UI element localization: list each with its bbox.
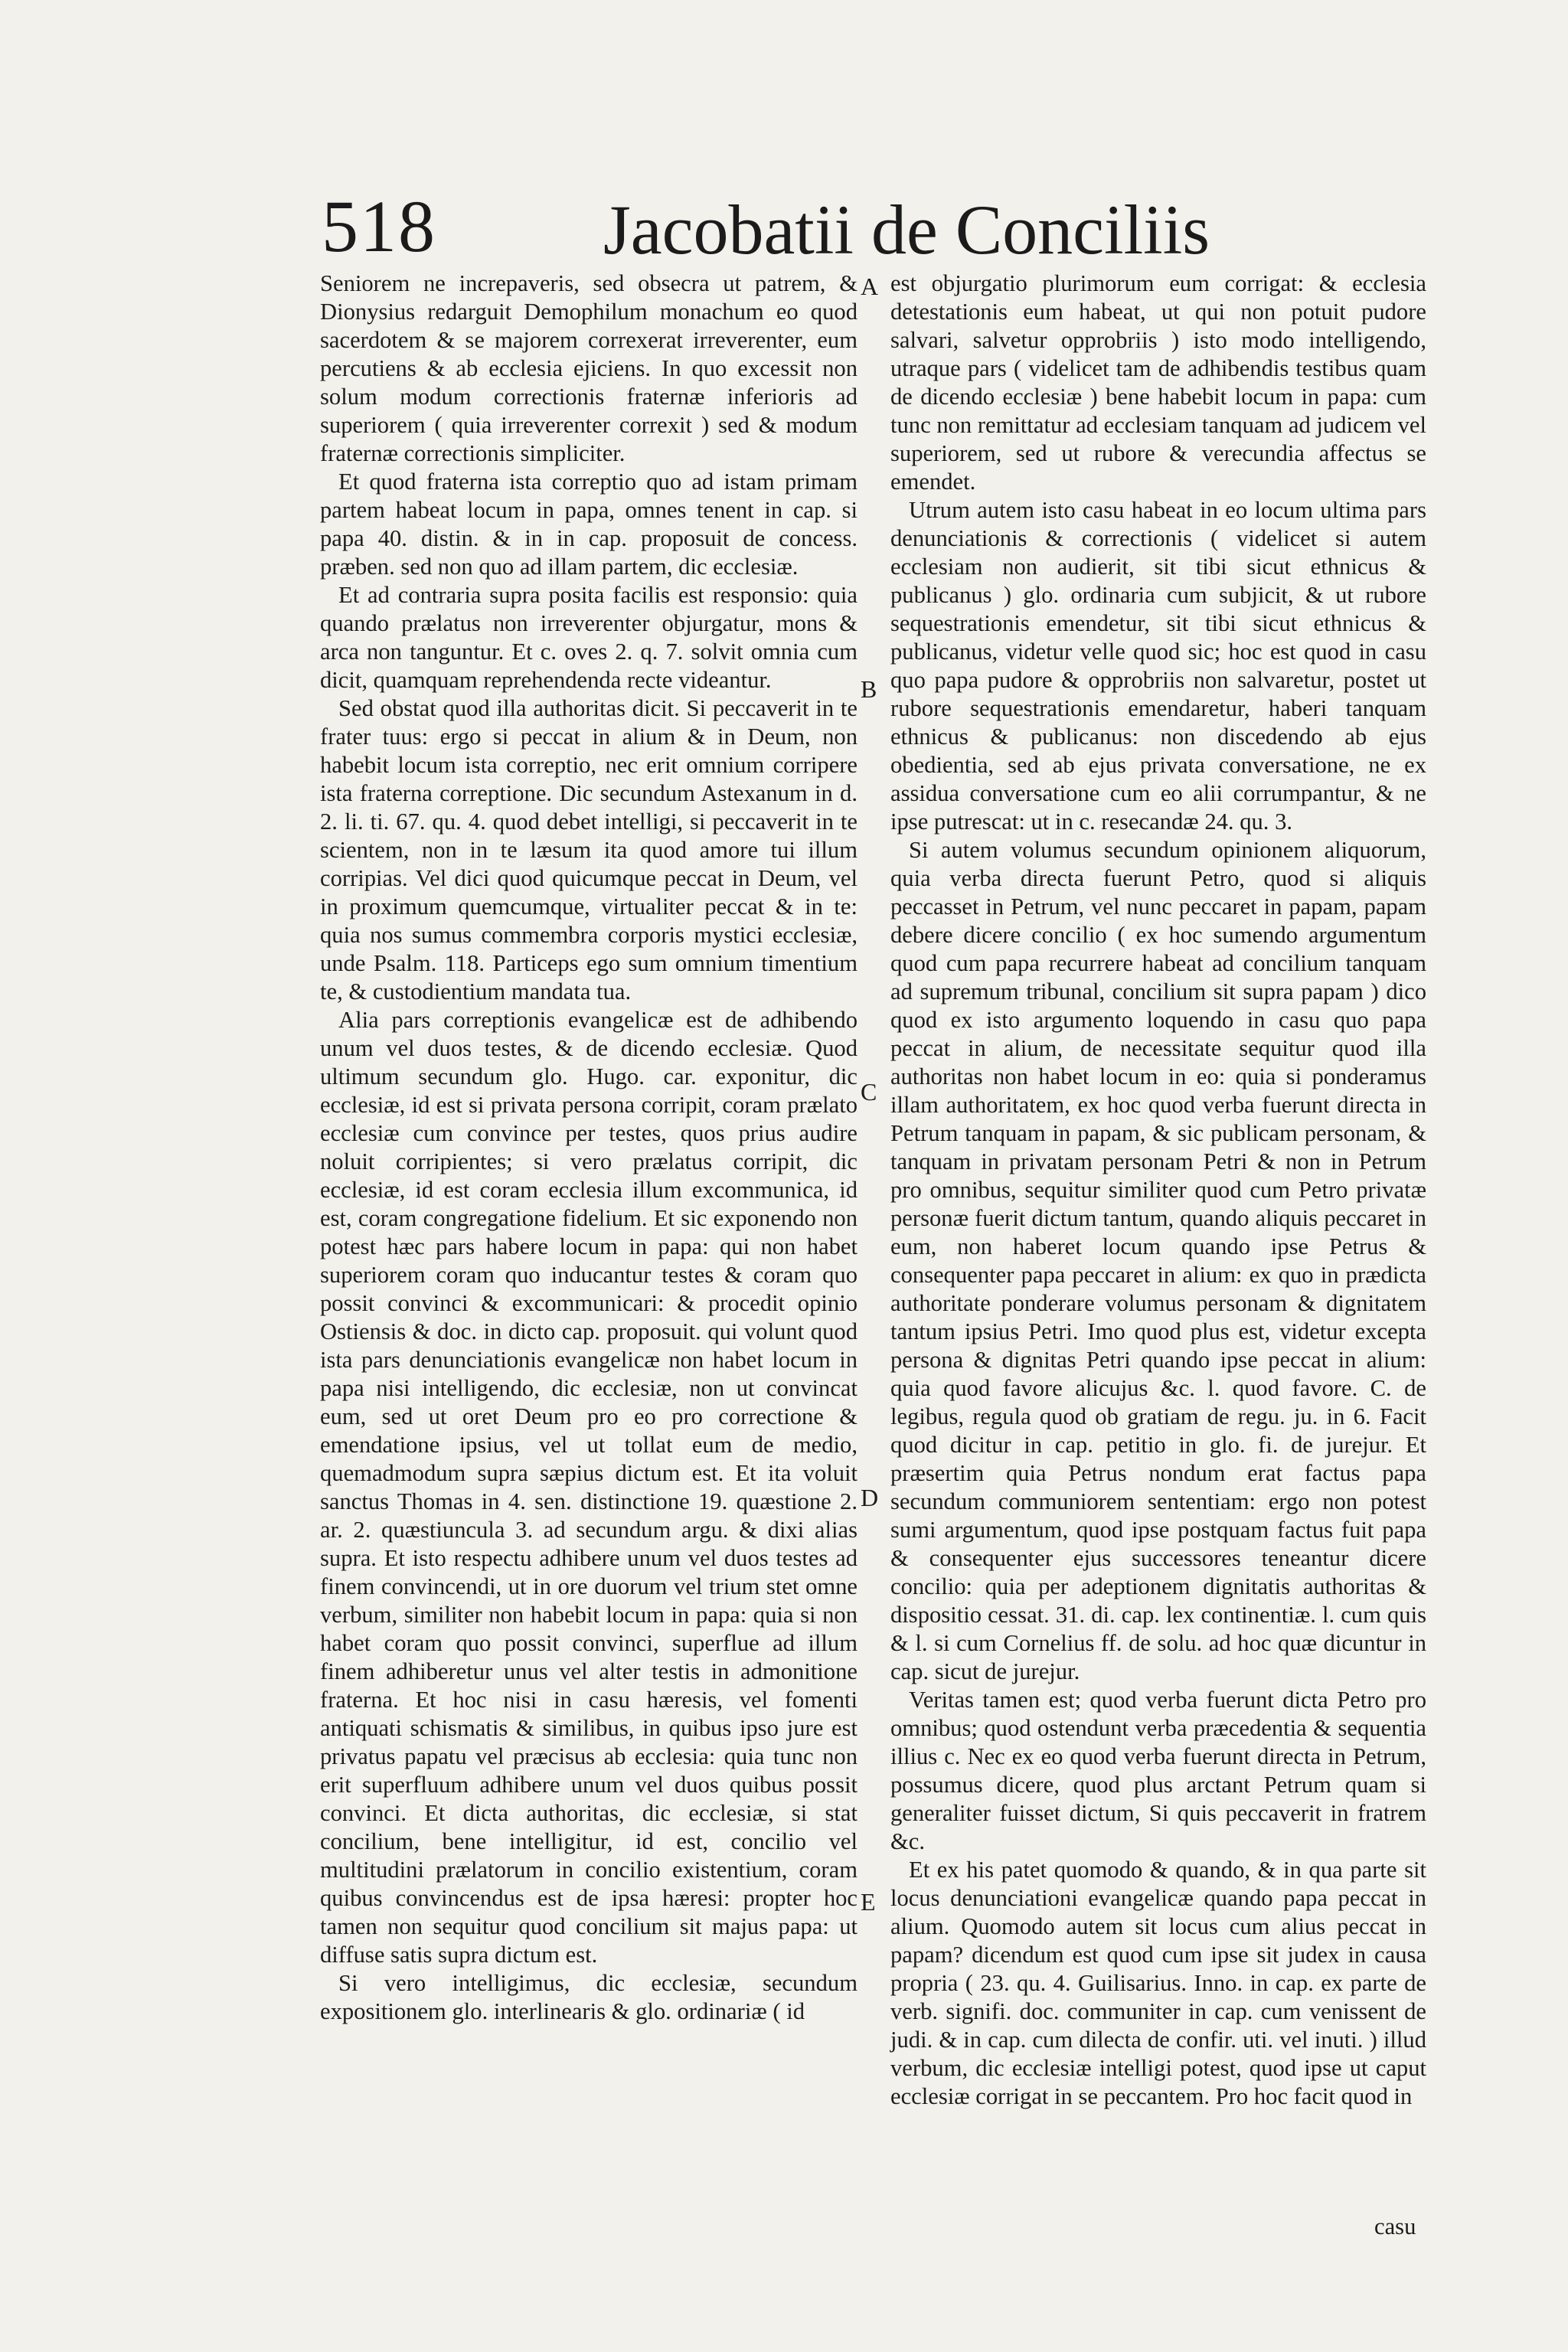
- paragraph: Si vero intelligimus, dic ecclesiæ, secundum expositionem glo. interlinearis & glo. ordinariæ ( id: [320, 1970, 858, 2024]
- margin-letter-c: C: [861, 1078, 877, 1106]
- margin-letter-b: B: [861, 675, 877, 703]
- paragraph: Alia pars correptionis evangelicæ est de adhibendo unum vel duos testes, & de dicendo ecclesiæ. Quod ultimum secundum glo. Hugo. car. exponitur, dic ecclesiæ, id est si privata persona corripit, coram prælato ecclesiæ cum convince per testes, quos prius audire noluit corripientes; si vero prælatus corripit, dic ecclesiæ, id est coram ecclesia illum excommunica, id est, coram congregatione fidelium. Et sic exponendo non potest hæc pars habere locum in papa: qui non habet superiorem coram quo inducantur testes & coram quo possit convinci & excommunicari: & procedit opinio Ostiensis & doc. in dicto cap. proposuit. qui volunt quod ista pars denunciationis evangelicæ non habet locum in papa nisi intelligendo, dic ecclesiæ, non ut convincat eum, sed ut oret Deum pro eo pro correctione & emendatione ipsius, vel ut tollat eum de medio, quemadmodum supra sæpius dictum est. Et ita voluit sanctus Thomas in 4. sen. distinctione 19. quæstione 2. ar. 2. quæstiuncula 3. ad secundum argu. & dixi alias supra. Et isto respectu adhibere unum vel duos testes ad finem convincendi, ut in ore duorum vel trium stet omne verbum, similiter non habebit locum in papa: quia si non habet coram quo possit convinci, superflue ad illum finem adhiberetur unus vel alter testis in admonitione fraterna. Et hoc nisi in casu hæresis, vel fomenti antiquati schismatis & similibus, in quibus ipso jure est privatus papatu vel præcisus ab ecclesia: quia tunc non erit superfluum adhibere unum vel duos quibus possit convinci. Et dicta authoritas, dic ecclesiæ, si stat concilium, bene intelligitur, id est, concilio vel multitudini prælatorum in concilio existentium, coram quibus convincendus est de ipsa hæresi: propter hoc tamen non sequitur quod concilium sit majus papa: ut diffuse satis supra dictum est.: [320, 1007, 858, 1968]
- paragraph: Sed obstat quod illa authoritas dicit. Si peccaverit in te frater tuus: ergo si peccat in alium & in Deum, non habebit locum ista correptio, nec erit omnium corripere ista fraterna correptione. Dic secundum Astexanum in d. 2. li. ti. 67. qu. 4. quod debet intelligi, si peccaverit in te scientem, non in te læsum ita quod amore tui illum corripias. Vel dici quod quicumque peccat in Deum, vel in proximum quemcumque, virtualiter peccat & in te: quia nos sumus commembra corporis mystici ecclesiæ, unde Psalm. 118. Particeps ego sum omnium timentium te, & custodientium mandata tua.: [320, 695, 858, 1004]
- paragraph: Seniorem ne increpaveris, sed obsecra ut patrem, & Dionysius redarguit Demophilum monachum eo quod sacerdotem & se majorem correxerat irreverenter, eum percutiens & ab ecclesia ejiciens. In quo excessit non solum modum correctionis fraternæ inferioris ad superiorem ( quia irreverenter correxit ) sed & modum fraternæ correctionis simpliciter.: [320, 270, 858, 466]
- margin-letter-d: D: [861, 1484, 879, 1511]
- page-number: 518: [322, 185, 436, 267]
- paragraph: est objurgatio plurimorum eum corrigat: & ecclesia detestationis eum habeat, ut qui non potuit pudore salvari, salvetur opprobriis ) isto modo intelligendo, utraque pars ( videlicet tam de adhibendis testibus quam de dicendo ecclesiæ ) bene habebit locum in papa: cum tunc non remittatur ad ecclesiam tanquam ad judicem vel superiorem, sed ut rubore & verecundia affectus se emendet.: [890, 270, 1426, 495]
- paragraph: Et quod fraterna ista correptio quo ad istam primam partem habeat locum in papa, omnes tenent in cap. si papa 40. distin. & in in cap. proposuit de concess. præben. sed non quo ad illam partem, dic ecclesiæ.: [320, 469, 858, 580]
- catchword: casu: [1374, 2213, 1416, 2239]
- paragraph: Si autem volumus secundum opinionem aliquorum, quia verba directa fuerunt Petro, quod si aliquis peccasset in Petrum, vel nunc peccaret in papam, papam debere dicere concilio ( ex hoc sumendo argumentum quod cum papa recurrere habeat ad concilium tanquam ad supremum tribunal, concilium sit supra papam ) dico quod ex isto argumento loquendo in casu quo papa peccat in alium, de necessitate sequitur quod illa authoritas non habet locum in eo: quia si ponderamus illam authoritatem, ex hoc quod verba fuerunt directa in Petrum tanquam in papam, & sic publicam personam, & tanquam in privatam personam Petri & non in Petrum pro omnibus, sequitur similiter quod cum Petro privatæ personæ fuerit dictum tantum, quando aliquis peccaret in eum, non haberet locum quando ipse Petrus & consequenter papa peccaret in alium: ex quo in prædicta authoritate ponderare volumus personam & dignitatem tantum ipsius Petri. Imo quod plus est, videtur excepta persona & dignitas Petri quando ipse peccat in alium: quia quod favore alicujus &c. l. quod favore. C. de legibus, regula quod ob gratiam de regu. ju. in 6. Facit quod dicitur in cap. petitio in glo. fi. de jurejur. Et præsertim quia Petrus nondum erat factus papa secundum communiorem sententiam: ergo non potest sumi argumentum, quod ipse postquam factus fuit papa & consequenter ejus successores teneantur dicere concilio: quia per adeptionem dignitatis authoritas & dispositio cessat. 31. di. cap. lex continentiæ. l. cum quis & l. si cum Cornelius ff. de solu. ad hoc quæ dicuntur in cap. sicut de jurejur.: [890, 837, 1426, 1684]
- left-column: [320, 270, 858, 2026]
- paragraph: Veritas tamen est; quod verba fuerunt dicta Petro pro omnibus; quod ostendunt verba præcedentia & sequentia illius c. Nec ex eo quod verba fuerunt directa in Petrum, possumus dicere, quod plus arctant Petrum quam si generaliter fuisset dictum, Si quis peccaverit in fratrem &c.: [890, 1687, 1426, 1854]
- margin-letter-e: E: [861, 1888, 876, 1916]
- paragraph: Et ex his patet quomodo & quando, & in qua parte sit locus denunciationi evangelicæ quando papa peccat in alium. Quomodo autem sit locus cum alius peccat in papam? dicendum est quod cum ipse sit judex in causa propria ( 23. qu. 4. Guilisarius. Inno. in cap. ex parte de verb. signifi. doc. communiter in cap. cum venissent de judi. & in cap. cum dilecta de confir. uti. vel inuti. ) illud verbum, dic ecclesiæ intelligi potest, quod ipse ut caput ecclesiæ corrigat in se peccantem. Pro hoc facit quod in: [890, 1857, 1426, 2109]
- right-column: [890, 270, 1426, 2111]
- paragraph: Et ad contraria supra posita facilis est responsio: quia quando prælatus non irreverenter objurgatur, mons & arca non tanguntur. Et c. oves 2. q. 7. solvit omnia cum dicit, quamquam reprehendenda recte videantur.: [320, 582, 858, 693]
- running-head: Jacobatii de Conciliis: [603, 191, 1210, 269]
- margin-letter-a: A: [861, 273, 879, 300]
- paragraph: Utrum autem isto casu habeat in eo locum ultima pars denunciationis & correctionis ( videlicet si autem ecclesiam non audierit, sit tibi sicut ethnicus & publicanus ) glo. ordinaria cum subjicit, & ut rubore sequestrationis emendetur, sit tibi sicut ethnicus & publicanus, videtur velle quod sic; hoc est quod in casu quo papa pudore & opprobriis non salvaretur, postet ut rubore sequestrationis emendaretur, haberi tanquam ethnicus & publicanus: non discedendo ab ejus obedientia, sed ab ejus privata conversatione, ne ex assidua conversatione cum eo alii corrumpantur, & ne ipse putrescat: ut in c. resecandæ 24. qu. 3.: [890, 497, 1426, 835]
